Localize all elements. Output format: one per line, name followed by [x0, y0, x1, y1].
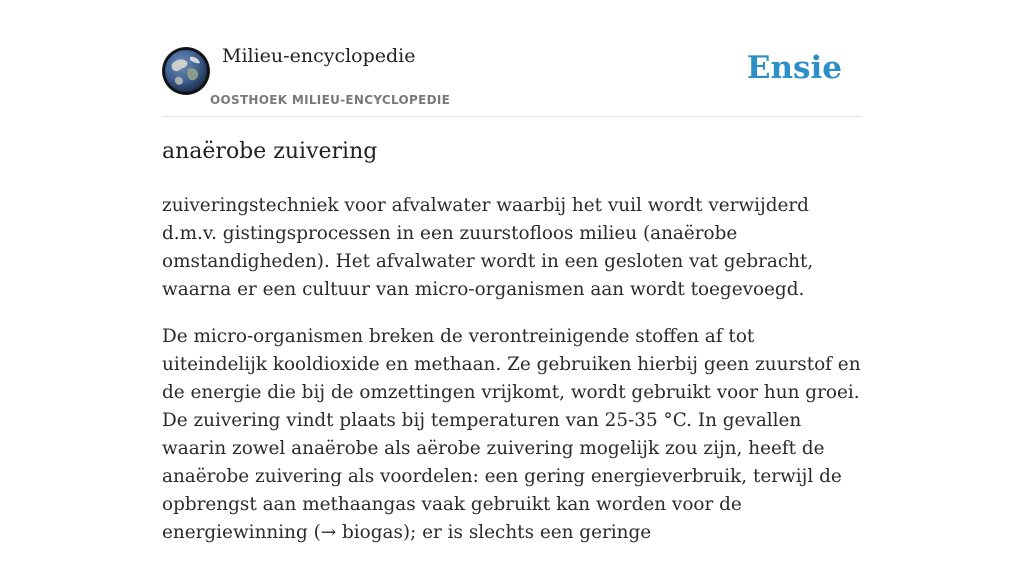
source-title-link[interactable]: Milieu-encyclopedie	[222, 45, 416, 67]
source-subtitle: OOSTHOEK MILIEU-ENCYCLOPEDIE	[210, 93, 451, 107]
earth-globe-icon[interactable]	[162, 47, 210, 95]
article-paragraph: De micro-organismen breken de verontreinigende stoffen af tot uiteindelijk kooldioxide en methaan. Ze gebruiken hierbij geen zuurstof en de energie die bij de omzettingen vrijkomt, wordt gebruikt voor hun groei. De zuivering vindt plaats bij temperaturen van 25-35 °C. In gevallen waarin zowel anaërobe als aërobe zuivering mogelijk zou zijn, heeft de anaërobe zuivering als voordelen: een gering energieverbruik, terwijl de opbrengst aan methaangas vaak gebruikt kan worden voor de energiewinning (→ biogas); er is slechts een geringe	[162, 326, 861, 543]
article-paragraph: zuiveringstechniek voor afvalwater waarbij het vuil wordt verwijderd d.m.v. gistingsprocessen in een zuurstofloos milieu (anaërobe omstandigheden). Het afvalwater wordt in een gesloten vat gebracht, waarna er een cultuur van micro-organismen aan wordt toegevoegd.	[162, 195, 814, 300]
page-title: anaërobe zuivering	[162, 139, 378, 164]
site-header	[162, 0, 862, 117]
ensie-brand-logo[interactable]: Ensie	[746, 50, 842, 86]
article-body	[162, 192, 862, 566]
